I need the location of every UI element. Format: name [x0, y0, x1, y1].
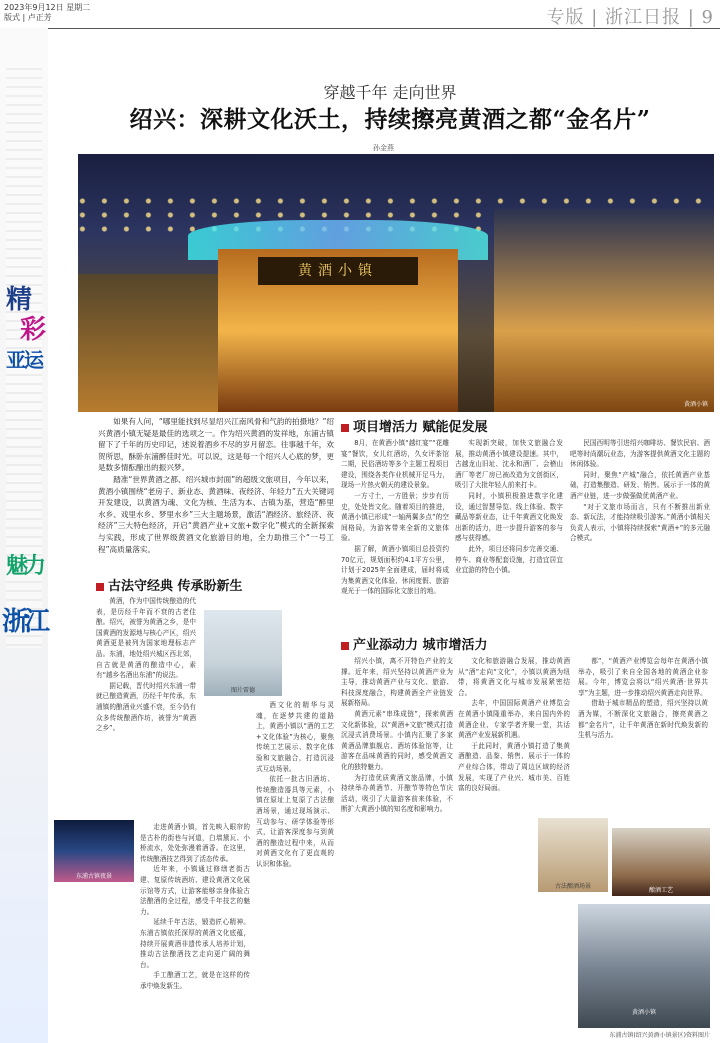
paragraph: 据了解，黄酒小镇项目总投资约70亿元，规划面积约4.1平方公里，计划于2025年全面建成，届时将成为集黄酒文化体验、休闲度假、旅游观光于一体的国际化文旅目的地。 [341, 544, 449, 596]
paragraph: 依托一批古旧酒坊、传统酿造器具等元素，小镇在原址上复原了古法酿酒场景，通过现场演示、互动参与、研学体验等形式，让游客深度参与到黄酒的酿造过程中来，从而对黄酒文化有了更直观的认识和体验。 [256, 775, 334, 868]
paragraph: 同时，小镇积极推进数字化建设，通过智慧导览、线上体验、数字藏品等新业态，让千年黄酒文化焕发出新的活力，进一步提升游客的参与感与获得感。 [455, 491, 563, 543]
column-s3b [458, 656, 570, 936]
paragraph: 为打造优质黄酒文旅品牌，小镇持续举办黄酒节、开酿节等特色节庆活动，吸引了大量游客前来体验，不断扩大黄酒小镇的知名度和影响力。 [341, 773, 453, 814]
article-headline: 绍兴：深耕文化沃土，持续擦亮黄酒之都“金名片” [129, 106, 651, 133]
paragraph: 8月，在黄酒小镇“越红宴”“花雕宴”餐饮，女儿红酒坊，久女评茶馆二期，民俗酒坊等多个主题工程项目建设，围绕各类作业机械开足马力，现场一片热火朝天的建设景象。 [341, 439, 449, 490]
paragraph: 借助于城市精品的塑造，绍兴坚持以黄酒为媒，不断深化文旅融合，擦亮黄酒之都“金名片”，让千年黄酒在新时代焕发新的生机与活力。 [578, 699, 708, 740]
side-char-4: 运 [24, 348, 44, 372]
paragraph: “对于文旅市场而言，只有不断推出新业态、新玩法，才能持续吸引游客。”黄酒小镇相关负责人表示，小镇将持续探索“黄酒+”的多元融合模式。 [570, 502, 710, 543]
paragraph: 一方寸土，一方胜景；步步有历史，处处皆文化。随着项目的推进，黄酒小镇已形成“一轴两翼多点”的空间格局，为游客带来全新的文旅体验。 [341, 491, 449, 543]
column-s1c [256, 700, 334, 1035]
paragraph: 去年，中国国际黄酒产业博览会在黄酒小镇隆重举办，来自国内外的黄酒企业、专家学者齐聚一堂，共话黄酒产业发展新机遇。 [458, 699, 570, 740]
side-char-7: 浙 [2, 607, 29, 637]
intro-text [98, 416, 334, 555]
photo-town [578, 904, 710, 1028]
column-s1b [140, 822, 250, 1032]
gate-sign: 黄酒小镇 [258, 257, 418, 285]
intro-paragraph: 如果有人问，“哪里能找到尽显绍兴江南风骨和气韵的拍摄地？”绍兴黄酒小镇无疑是最佳的选项之一。作为绍兴黄酒的发祥地，东浦古镇留下了千年的历史印记，述说着酒乡不尽的岁月留恋。往事越千年，欢贺所思，酥卧东浦醉佳时光。可以说，这是每一个绍兴人心底的梦，更是数多情酝酿出的振兴梦。 [98, 417, 334, 473]
side-char-2: 彩 [20, 315, 47, 345]
byline: 孙金燕 [373, 144, 394, 152]
photo-caption: 东浦古镇夜景 [75, 873, 112, 880]
side-char-8: 江 [24, 607, 51, 637]
column-s2a [341, 438, 449, 630]
paragraph: 酒文化的精华与灵魂，在逐梦共建的道路上，黄酒小镇以“酒的工艺+文化体验”为核心，聚焦传统工艺展示、数字化体验和文旅融合，打造沉浸式互动场景。 [256, 701, 334, 773]
section-marker-icon [341, 424, 349, 432]
hero-photo [78, 154, 714, 412]
photo-worker [612, 828, 710, 896]
paragraph: 都”，“黄酒产业博览会每年在黄酒小镇举办，吸引了来自全国各地的黄酒企业参展。今年，博览会将以“绍兴黄酒·世界共享”为主题，进一步推动绍兴黄酒走向世界。 [578, 657, 708, 697]
paragraph: 走进黄酒小镇，首先映入眼帘的是古朴的街巷与河道，白墙黛瓦、小桥流水，处处弥漫着酒香。在这里，传统酿酒技艺得到了活态传承。 [140, 823, 250, 863]
paragraph: 黄酒，作为中国传统酿造的代表，是历经千年而不衰的古老佳酿。绍兴，被誉为黄酒之乡，是中国黄酒的发源地与核心产区，绍兴黄酒更是被列为国家地理标志产品。东浦，地处绍兴城区西北郊，自古就是黄酒的酿造中心，素有“越乡名酒出东浦”的说法。 [96, 597, 196, 680]
paragraph: 文化和旅游融合发展，推动黄酒从“酒”走向“文化”，小镇以黄酒为纽带，将黄酒文化与城市发展紧密结合。 [458, 657, 570, 697]
photo-dancer [204, 610, 282, 696]
paragraph: 手工酿酒工艺，就是在这样的传承中焕发新生。 [140, 971, 250, 990]
bottom-caption: 东浦古镇(绍兴黄酒小镇景区)资料图片 [609, 1032, 710, 1039]
page-header-left [4, 3, 90, 23]
side-banner [0, 28, 51, 1043]
paragraph: 延续千年古法，锻造匠心精神。东浦古镇依托深厚的黄酒文化底蕴，持续开展黄酒非遗传承人培养计划，推动古法酿酒技艺走向更广阔的舞台。 [140, 918, 250, 969]
header-rule [0, 28, 720, 29]
building-right [494, 209, 714, 412]
paragraph: 同时，聚焦“产城”融合，依托黄酒产业基础，打造集酿造、研发、销售、展示于一体的黄酒产业链，进一步做强做优黄酒产业。 [570, 470, 710, 500]
column-s3c [578, 656, 708, 816]
article-kicker: 穿越千年 走向世界 [323, 83, 457, 102]
date-line: 2023年9月12日 星期二 [4, 3, 91, 12]
hero-caption: 黄酒小镇 [683, 401, 708, 408]
section-marker-icon [96, 583, 104, 591]
paragraph: 黄酒元素“串珠成链”，探索黄酒文化新体验，以“黄酒+文旅”模式打造沉浸式消费场景。小镇内汇聚了多家黄酒品牌旗舰店、酒坊体验馆等，让游客在品味黄酒的同时，感受黄酒文化的独特魅力。 [341, 709, 453, 771]
section-marker-icon [341, 642, 349, 650]
paragraph: 此外，项目还将同步完善交通、停车、商业等配套设施，打造宜居宜业宜游的特色小镇。 [455, 544, 563, 575]
section-title-2: 项目增活力 赋能促发展 [341, 416, 488, 435]
intro-paragraph: 踏准“世界黄酒之都、绍兴城市封面”的超级文旅项目，今年以来，黄酒小镇围绕“老房子、新业态、黄酒味、夜经济、年轻力”五大关键词开发建设，以黄酒为魂、文化为核、生活为本、古镇为基，营造“醉里水乡、戏里水乡、梦里水乡”三大主题场景，激活“酒经济、旅经济、夜经济”三大特色经济，开启“黄酒产业+文旅+数字化”模式的全新探索与实践，形成了世界级黄酒文化旅游目的地，全力助推三个“一号工程”高质量落实。 [98, 474, 334, 554]
side-char-1: 精 [6, 285, 33, 315]
paragraph: 据记载，晋代时绍兴东浦一带就已酿造黄酒，历经千年传承，东浦镇的酿酒业兴盛不衰，至今仍有众多传统酿酒作坊，被誉为“黄酒之乡”。 [96, 681, 196, 733]
paragraph: 近年来，小镇通过修缮老街古建、复原传统酒坊、建设黄酒文化展示馆等方式，让游客能够亲身体验古法酿酒的全过程，感受千年技艺的魅力。 [140, 865, 250, 916]
column-s1a [96, 596, 196, 822]
photo-caption: 古法酿酒场景 [554, 883, 591, 890]
paragraph: 绍兴小镇，离不开特色产业的支撑。近年来，绍兴坚持以黄酒产业为主导，推动黄酒产业与文化、旅游、科技深度融合，构建黄酒全产业链发展新格局。 [341, 657, 453, 708]
photo-caption: 图片雷德 [230, 687, 255, 694]
paragraph: 于此同时，黄酒小镇打造了集黄酒酿造、品鉴、销售、展示于一体的产业综合体，带动了周边区域的经济发展，实现了产业兴、城市美、百姓富的良好局面。 [458, 741, 570, 793]
paragraph: 实现新突破，加快文旅融合发展，推动黄酒小镇建设提速。其中，古越龙山旧址、沈永和酒厂、会稽山酒厂等老厂房已被改造为文创街区，吸引了大批年轻人前来打卡。 [455, 439, 563, 490]
column-s3a [341, 656, 453, 1036]
section-title-1: 古法守经典 传承盼新生 [96, 575, 243, 594]
photo-caption: 黄酒小镇 [631, 1009, 656, 1016]
side-char-6: 力 [24, 553, 47, 579]
side-char-3: 亚 [6, 348, 26, 372]
paragraph: 民国西明等引进绍兴咖啡坊、餐饮民宿、酒吧等时尚潮玩业态，为游客提供黄酒文化主题的休闲体验。 [570, 439, 710, 469]
photo-night [54, 820, 134, 882]
side-char-5: 魅 [6, 553, 29, 579]
column-s2b [455, 438, 563, 630]
masthead: 专版 | 浙江日报 | 9 [546, 7, 714, 28]
section-title-3: 产业添动力 城市增活力 [341, 634, 488, 653]
editor-line: 版式 | 卢正芳 [4, 13, 52, 22]
column-s2c [570, 438, 710, 630]
photo-vessel [538, 818, 608, 892]
building-left [78, 274, 228, 412]
photo-caption: 酿酒工艺 [648, 887, 673, 894]
